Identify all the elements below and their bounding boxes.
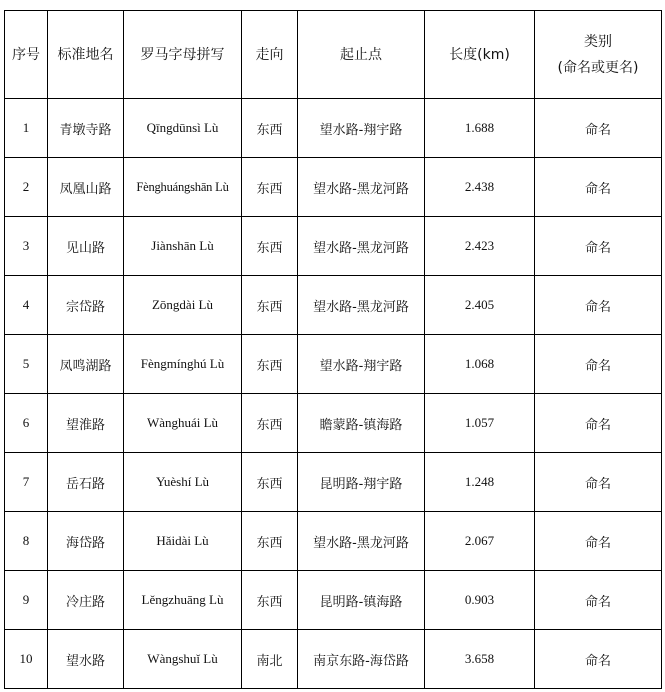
cell-roman: Jiànshān Lù	[124, 217, 242, 276]
cell-direction: 东西	[242, 99, 298, 158]
cell-index: 3	[5, 217, 48, 276]
road-naming-table	[4, 10, 662, 689]
cell-endpoints: 望水路-黑龙河路	[298, 512, 425, 571]
cell-name: 冷庄路	[48, 571, 124, 630]
cell-name: 凤凰山路	[48, 158, 124, 217]
cell-endpoints: 望水路-黑龙河路	[298, 276, 425, 335]
cell-direction: 东西	[242, 217, 298, 276]
cell-category: 命名	[535, 453, 662, 512]
cell-index: 4	[5, 276, 48, 335]
cell-category: 命名	[535, 394, 662, 453]
cell-roman: Fènghuángshān Lù	[124, 158, 242, 217]
cell-index: 5	[5, 335, 48, 394]
cell-roman: Hǎidài Lù	[124, 512, 242, 571]
header-roman: 罗马字母拼写	[124, 11, 242, 99]
cell-category: 命名	[535, 630, 662, 689]
cell-category: 命名	[535, 217, 662, 276]
cell-direction: 南北	[242, 630, 298, 689]
cell-direction: 东西	[242, 276, 298, 335]
cell-endpoints: 望水路-黑龙河路	[298, 158, 425, 217]
cell-length: 1.068	[425, 335, 535, 394]
cell-direction: 东西	[242, 335, 298, 394]
table-row	[5, 512, 662, 571]
cell-index: 2	[5, 158, 48, 217]
cell-endpoints: 瞻蒙路-镇海路	[298, 394, 425, 453]
cell-length: 2.438	[425, 158, 535, 217]
cell-category: 命名	[535, 571, 662, 630]
cell-name: 宗岱路	[48, 276, 124, 335]
cell-name: 青墩寺路	[48, 99, 124, 158]
cell-index: 6	[5, 394, 48, 453]
table-row	[5, 571, 662, 630]
table-body	[5, 99, 662, 689]
cell-name: 海岱路	[48, 512, 124, 571]
table-row	[5, 276, 662, 335]
header-endpoints: 起止点	[298, 11, 425, 99]
cell-category: 命名	[535, 99, 662, 158]
cell-roman: Wànghuái Lù	[124, 394, 242, 453]
cell-category: 命名	[535, 335, 662, 394]
cell-length: 2.405	[425, 276, 535, 335]
cell-endpoints: 昆明路-镇海路	[298, 571, 425, 630]
cell-category: 命名	[535, 158, 662, 217]
cell-length: 3.658	[425, 630, 535, 689]
table-row	[5, 394, 662, 453]
table-row	[5, 158, 662, 217]
cell-category: 命名	[535, 276, 662, 335]
cell-roman: Fèngmínghú Lù	[124, 335, 242, 394]
cell-direction: 东西	[242, 571, 298, 630]
table-row	[5, 335, 662, 394]
cell-length: 1.688	[425, 99, 535, 158]
cell-index: 8	[5, 512, 48, 571]
cell-endpoints: 望水路-翔宇路	[298, 335, 425, 394]
cell-index: 7	[5, 453, 48, 512]
cell-endpoints: 望水路-翔宇路	[298, 99, 425, 158]
cell-name: 凤鸣湖路	[48, 335, 124, 394]
table-row	[5, 99, 662, 158]
cell-length: 0.903	[425, 571, 535, 630]
header-index: 序号	[5, 11, 48, 99]
cell-direction: 东西	[242, 394, 298, 453]
cell-length: 2.423	[425, 217, 535, 276]
header-category	[535, 11, 662, 99]
cell-roman: Zōngdài Lù	[124, 276, 242, 335]
header-category-line2: (命名或更名)	[557, 59, 639, 76]
cell-name: 见山路	[48, 217, 124, 276]
header-row	[5, 11, 662, 99]
header-direction: 走向	[242, 11, 298, 99]
cell-roman: Yuèshí Lù	[124, 453, 242, 512]
cell-length: 1.248	[425, 453, 535, 512]
cell-endpoints: 望水路-黑龙河路	[298, 217, 425, 276]
cell-index: 9	[5, 571, 48, 630]
cell-endpoints: 南京东路-海岱路	[298, 630, 425, 689]
cell-direction: 东西	[242, 512, 298, 571]
cell-roman: Qīngdūnsì Lù	[124, 99, 242, 158]
table-row	[5, 217, 662, 276]
cell-name: 望水路	[48, 630, 124, 689]
cell-endpoints: 昆明路-翔宇路	[298, 453, 425, 512]
cell-roman: Wàngshuǐ Lù	[124, 630, 242, 689]
cell-index: 10	[5, 630, 48, 689]
table-row	[5, 630, 662, 689]
table-row	[5, 453, 662, 512]
cell-length: 2.067	[425, 512, 535, 571]
cell-name: 望淮路	[48, 394, 124, 453]
cell-length: 1.057	[425, 394, 535, 453]
cell-direction: 东西	[242, 453, 298, 512]
cell-direction: 东西	[242, 158, 298, 217]
cell-category: 命名	[535, 512, 662, 571]
cell-index: 1	[5, 99, 48, 158]
cell-name: 岳石路	[48, 453, 124, 512]
cell-roman: Lěngzhuāng Lù	[124, 571, 242, 630]
header-category-line1: 类别	[584, 33, 612, 50]
header-name: 标准地名	[48, 11, 124, 99]
header-length: 长度(km)	[425, 11, 535, 99]
